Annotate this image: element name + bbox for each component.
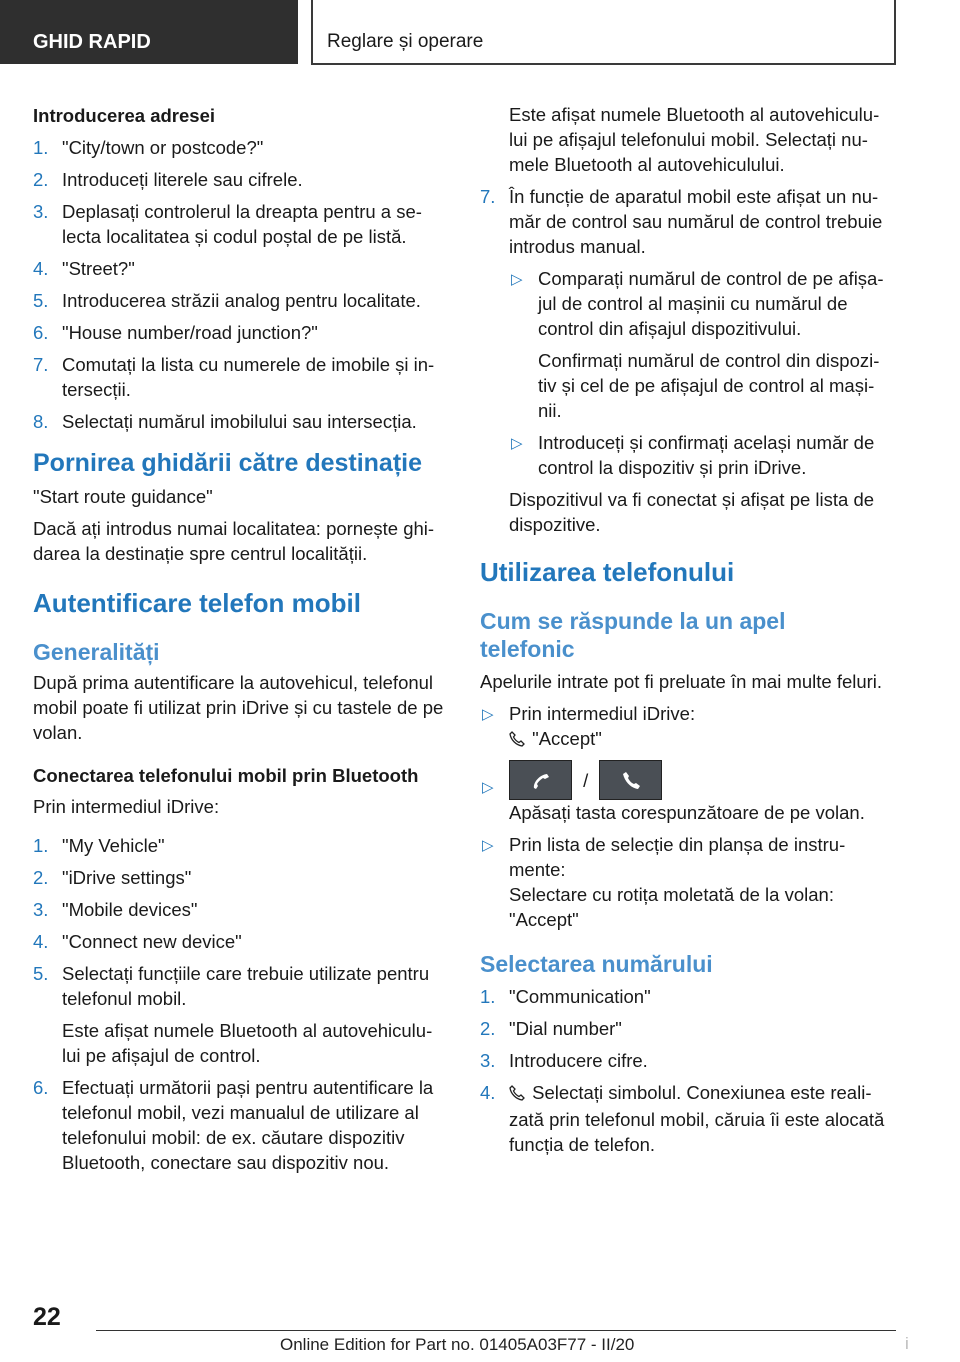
bullet-subtext: Selectare cu rotița moletată de la volan: "Accept" <box>509 884 834 930</box>
step-text: Efectuați următorii pași pentru autentificare la telefonul mobil, vezi manualul de utilizare al telefonului mobil: de ex. căutare dispozitiv Bluetooth, conectare sau dispozitiv nou. <box>62 1077 434 1173</box>
step-number: 8. <box>33 411 49 432</box>
list-item <box>480 184 895 537</box>
step-number: 1. <box>33 835 49 856</box>
list-item <box>33 929 448 954</box>
step-number: 3. <box>33 201 49 222</box>
address-steps <box>33 135 448 434</box>
answer-methods <box>480 701 895 932</box>
step-7-bullets <box>509 266 895 480</box>
step-number: 3. <box>480 1050 496 1071</box>
list-item <box>33 961 448 1068</box>
continued-text: Este afișat numele Bluetooth al autovehiculu-lui pe afișajul telefonului mobil. Selectați nu-mele Bluetooth al autovehiculului. <box>509 104 880 175</box>
phone-icon <box>509 1082 527 1107</box>
step-text: Selectați numărul imobilului sau intersecția. <box>62 411 417 432</box>
address-heading: Introducerea adresei <box>33 105 215 126</box>
general-heading: Generalități <box>33 639 160 665</box>
list-item <box>33 135 448 160</box>
triangle-bullet-icon: ▷ <box>511 271 523 288</box>
list-item <box>33 199 448 249</box>
step-text: "Dial number" <box>509 1018 622 1039</box>
step-number: 7. <box>33 354 49 375</box>
section-title: Reglare și operare <box>311 0 896 65</box>
list-item <box>509 430 895 480</box>
list-item <box>33 320 448 345</box>
list-item <box>480 1016 895 1041</box>
end-call-button-image <box>599 760 662 800</box>
list-item <box>33 897 448 922</box>
triangle-bullet-icon: ▷ <box>482 837 494 854</box>
triangle-bullet-icon: ▷ <box>482 779 494 796</box>
guidance-heading: Pornirea ghidării către destinație <box>33 449 423 477</box>
step-number: 2. <box>33 169 49 190</box>
step-number: 2. <box>33 867 49 888</box>
step-number: 4. <box>33 258 49 279</box>
step-text: Comutați la lista cu numerele de imobile și in-tersecții. <box>62 354 435 400</box>
list-item <box>480 760 895 825</box>
step-text: Introducerea străzii analog pentru localitate. <box>62 290 421 311</box>
edition-footer: Online Edition for Part no. 01405A03F77 - II/20 <box>280 1335 635 1354</box>
step-7-list <box>480 184 895 537</box>
list-item <box>33 352 448 402</box>
step-text: În funcție de aparatul mobil este afișat un nu-măr de control sau numărul de control trebuie introdus manual. <box>509 186 883 257</box>
step-number: 4. <box>33 931 49 952</box>
step-number: 1. <box>33 137 49 158</box>
bullet-subtext: Apăsați tasta corespunzătoare de pe volan. <box>509 802 865 823</box>
step-text: "iDrive settings" <box>62 867 192 888</box>
step-text: Deplasați controlerul la dreapta pentru a se-lecta localitatea și codul poștal de pe listă. <box>62 201 422 247</box>
bluetooth-heading: Conectarea telefonului mobil prin Bluetooth <box>33 765 419 786</box>
step-number: 1. <box>480 986 496 1007</box>
step-text: "Mobile devices" <box>62 899 198 920</box>
step-number: 4. <box>480 1082 496 1103</box>
bullet-text: Prin intermediul iDrive: <box>509 703 696 724</box>
bluetooth-steps <box>33 833 448 1175</box>
answer-intro: Apelurile intrate pot fi preluate în mai multe feluri. <box>480 671 883 692</box>
step-text: Selectați funcțiile care trebuie utilizate pentru telefonul mobil. <box>62 963 430 1009</box>
button-separator: / <box>583 769 589 791</box>
phone-use-heading: Utilizarea telefonului <box>480 557 735 587</box>
right-column <box>480 102 895 1164</box>
list-item <box>33 865 448 890</box>
step-subtext: Este afișat numele Bluetooth al autovehiculu-lui pe afișajul de control. <box>62 1020 433 1066</box>
list-item <box>33 288 448 313</box>
bullet-text: Prin lista de selecție din planșa de instru-mente: <box>509 834 846 880</box>
step-number: 6. <box>33 322 49 343</box>
triangle-bullet-icon: ▷ <box>482 706 494 723</box>
answer-heading: Cum se răspunde la un apel telefonic <box>480 608 786 662</box>
select-number-step-4 <box>480 1080 895 1157</box>
list-item <box>480 1080 895 1157</box>
bullet-text: Introduceți și confirmați același număr de control la dispozitiv și prin iDrive. <box>538 432 875 478</box>
list-item <box>33 409 448 434</box>
left-column <box>33 103 448 1182</box>
list-item <box>480 1048 895 1073</box>
step-number: 2. <box>480 1018 496 1039</box>
guidance-command: "Start route guidance" <box>33 486 213 507</box>
step-number: 7. <box>480 186 496 207</box>
bullet-text: Comparați numărul de control de pe afișa-jul de control al mașinii cu numărul de control din afișajul dispozitivului. <box>538 268 884 339</box>
step-number: 6. <box>33 1077 49 1098</box>
accept-call-button-image <box>509 760 572 800</box>
step-text: "Connect new device" <box>62 931 242 952</box>
phone-icon <box>509 728 527 753</box>
step-text: "House number/road junction?" <box>62 322 318 343</box>
step-text: "City/town or postcode?" <box>62 137 264 158</box>
select-number-heading: Selectarea numărului <box>480 951 713 977</box>
step-text: "Communication" <box>509 986 651 1007</box>
step-text: Introducere cifre. <box>509 1050 648 1071</box>
list-item <box>33 1075 448 1175</box>
list-item <box>33 256 448 281</box>
list-item <box>33 167 448 192</box>
list-item <box>480 832 895 932</box>
accept-line <box>509 726 895 753</box>
guidance-text: Dacă ați introdus numai localitatea: pornește ghi-darea la destinație spre centrul localității. <box>33 518 435 564</box>
general-text: După prima autentificare la autovehicul, telefonul mobil poate fi utilizat prin iDrive și cu tastele de pe volan. <box>33 672 444 743</box>
step-text: Selectați simbolul. Conexiunea este reali-zată prin telefonul mobil, căruia îi este alocată funcția de telefon. <box>509 1082 885 1155</box>
page-number: 22 <box>33 1303 61 1331</box>
step-text: "Street?" <box>62 258 135 279</box>
triangle-bullet-icon: ▷ <box>511 435 523 452</box>
step-number: 5. <box>33 290 49 311</box>
accept-label: "Accept" <box>532 728 602 749</box>
list-item <box>509 266 895 423</box>
step-7-result: Dispozitivul va fi conectat și afișat pe lista de dispozitive. <box>509 489 875 535</box>
bullet-subtext: Confirmați numărul de control din dispozi-tiv și cel de pe afișajul de control al mași-nii. <box>538 350 880 421</box>
list-item <box>480 984 895 1009</box>
bluetooth-intro: Prin intermediul iDrive: <box>33 796 220 817</box>
auth-heading: Autentificare telefon mobil <box>33 588 361 618</box>
step-number: 3. <box>33 899 49 920</box>
list-item <box>33 833 448 858</box>
step-text: Introduceți literele sau cifrele. <box>62 169 303 190</box>
guide-title: GHID RAPID <box>0 0 298 64</box>
wheel-buttons <box>509 760 895 800</box>
step-number: 5. <box>33 963 49 984</box>
footer-tail: i <box>905 1334 909 1353</box>
list-item <box>480 701 895 753</box>
step-text: "My Vehicle" <box>62 835 165 856</box>
select-number-steps <box>480 984 895 1073</box>
footer-divider <box>96 1330 896 1331</box>
